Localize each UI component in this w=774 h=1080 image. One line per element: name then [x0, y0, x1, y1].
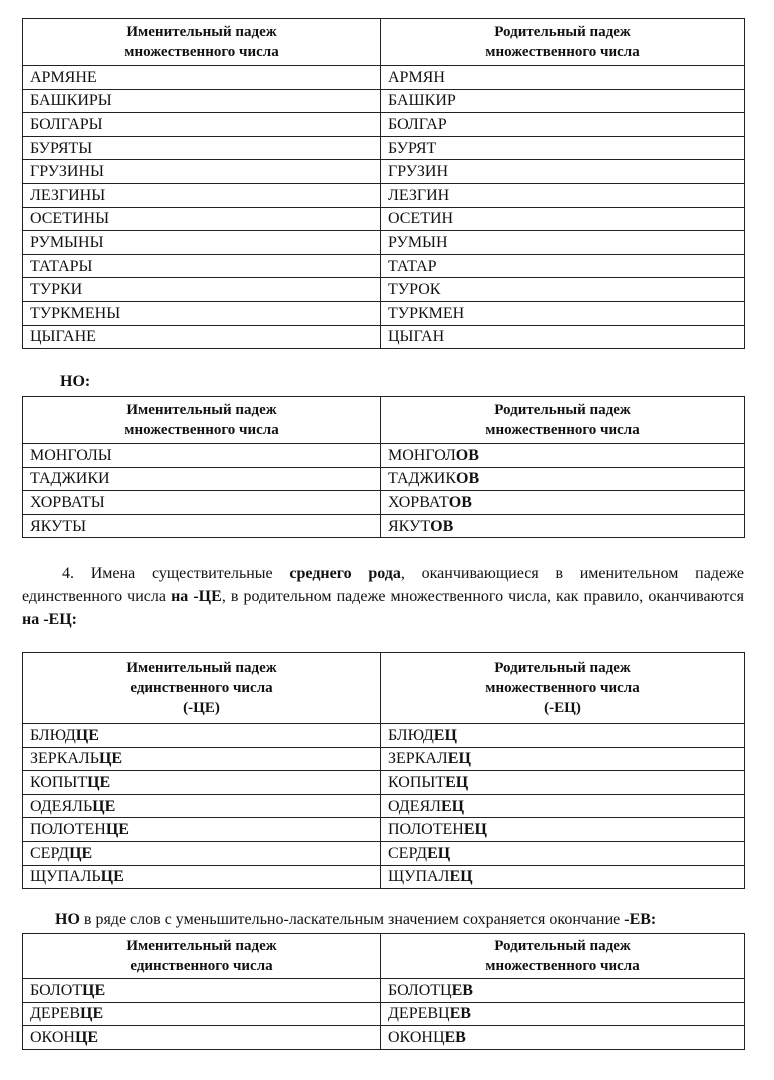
word-ending: ОВ [456, 470, 480, 488]
word-stem: СЕРД [388, 844, 428, 862]
nominative-cell: РУМЫНЫ [23, 231, 381, 255]
word-ending: ОВ [430, 517, 454, 535]
genitive-cell [381, 467, 745, 491]
word-ending: ЕЦ [440, 797, 465, 815]
word-ending: ЕВ [449, 1005, 471, 1023]
table-row [23, 325, 745, 349]
genitive-cell: ТУРОК [381, 278, 745, 302]
genitive-cell [381, 794, 745, 818]
paragraph-text: , в родительном падеже множественного числа, как правило, оканчиваются [221, 588, 745, 605]
header-line: множественного числа [485, 680, 640, 696]
nominative-cell: БОЛГАРЫ [23, 113, 381, 137]
table-row [23, 771, 745, 795]
nominative-cell [23, 771, 381, 795]
header-line: Родительный падеж [494, 24, 631, 40]
word-stem: ПОЛОТЕН [388, 821, 464, 839]
genitive-cell: ГРУЗИН [381, 160, 745, 184]
genitive-cell: ТУРКМЕН [381, 301, 745, 325]
genitive-cell: ОСЕТИН [381, 207, 745, 231]
table-row [23, 444, 745, 468]
nominative-cell [23, 794, 381, 818]
nominative-cell: БАШКИРЫ [23, 89, 381, 113]
plural-nationalities-table [22, 18, 745, 349]
nominative-cell: ТАТАРЫ [23, 254, 381, 278]
word-ending: ОВ [455, 446, 479, 464]
genitive-cell [381, 444, 745, 468]
nominative-cell [23, 1026, 381, 1050]
genitive-cell [381, 865, 745, 889]
word-ending: ЕЦ [463, 821, 487, 839]
note-bold-ending: -ЕВ: [624, 911, 657, 928]
header-line: единственного числа [130, 958, 273, 974]
table-row [23, 841, 745, 865]
word-stem: ЗЕРКАЛЬ [30, 750, 99, 768]
word-stem: БОЛОТ [30, 981, 83, 999]
word-stem: ЯКУТ [388, 517, 431, 535]
genitive-cell [381, 771, 745, 795]
header-line: Именительный падеж [126, 24, 277, 40]
word-ending: ЦЕ [87, 773, 111, 791]
table-row [23, 724, 745, 748]
nominative-cell: ЦЫГАНЕ [23, 325, 381, 349]
header-line: множественного числа [485, 422, 640, 438]
table-row [23, 491, 745, 515]
table-row [23, 818, 745, 842]
header-line: Именительный падеж [126, 402, 277, 418]
word-stem: ДЕРЕВ [30, 1005, 81, 1023]
word-stem: ЩУПАЛЬ [30, 868, 101, 886]
table-row [23, 231, 745, 255]
header-line: Родительный падеж [494, 402, 631, 418]
word-ending: ЦЕ [98, 750, 123, 768]
table-row [23, 113, 745, 137]
nominative-cell: ГРУЗИНЫ [23, 160, 381, 184]
nominative-cell: ЯКУТЫ [23, 514, 381, 538]
table-row [23, 467, 745, 491]
word-stem: ТАДЖИК [388, 470, 457, 488]
header-line: (-ЦЕ) [183, 700, 220, 716]
nominative-cell: АРМЯНЕ [23, 66, 381, 90]
genitive-cell [381, 724, 745, 748]
word-stem: КОПЫТ [30, 773, 88, 791]
table-row [23, 865, 745, 889]
nominative-cell: ОСЕТИНЫ [23, 207, 381, 231]
table-header-row [23, 19, 745, 66]
diminutive-table [22, 933, 745, 1050]
nominative-cell: ТУРКМЕНЫ [23, 301, 381, 325]
genitive-cell [381, 514, 745, 538]
nominative-cell [23, 818, 381, 842]
word-stem: ДЕРЕВЦ [388, 1005, 450, 1023]
paragraph-text: , оканчивающиеся в именительном падеже единственного числа [22, 565, 745, 605]
exception-label: НО: [60, 373, 91, 390]
note-text: в ряде слов с уменьшительно-ласкательным значением сохраняется окончание [79, 911, 625, 928]
word-stem: ОКОН [30, 1028, 75, 1046]
header-line: множественного числа [485, 958, 640, 974]
header-line: Именительный падеж [126, 660, 277, 676]
table-row [23, 278, 745, 302]
word-ending: ЦЕ [80, 1005, 104, 1023]
header-line: единственного числа [130, 680, 273, 696]
genitive-cell: АРМЯН [381, 66, 745, 90]
table-row [23, 1002, 745, 1026]
header-line: множественного числа [485, 44, 640, 60]
paragraph-text: 4. Имена существительные [62, 565, 290, 582]
word-stem: КОПЫТ [388, 773, 446, 791]
word-ending: ЦЕ [100, 868, 124, 886]
genitive-cell: РУМЫН [381, 231, 745, 255]
word-ending: ЦЕ [82, 981, 106, 999]
genitive-cell: ЦЫГАН [381, 325, 745, 349]
word-stem: ЗЕРКАЛ [388, 750, 448, 768]
word-ending: ЦЕ [105, 821, 129, 839]
table-row [23, 66, 745, 90]
nominative-cell [23, 979, 381, 1003]
header-line: (-ЕЦ) [544, 700, 581, 716]
nominative-cell [23, 724, 381, 748]
word-stem: ОДЕЯЛЬ [30, 797, 93, 815]
genitive-cell: БАШКИР [381, 89, 745, 113]
nominative-cell [23, 841, 381, 865]
table-header-row [23, 397, 745, 444]
diminutive-note [22, 910, 744, 930]
genitive-cell [381, 1002, 745, 1026]
genitive-plural-header [381, 653, 745, 724]
word-stem: ОКОНЦ [388, 1028, 445, 1046]
nominative-cell: ХОРВАТЫ [23, 491, 381, 515]
header-line: Родительный падеж [494, 938, 631, 954]
table-row [23, 183, 745, 207]
paragraph-bold: среднего рода [289, 565, 401, 582]
genitive-cell [381, 491, 745, 515]
table-row [23, 254, 745, 278]
header-line: множественного числа [124, 44, 279, 60]
word-ending: ЕЦ [427, 844, 451, 862]
nominative-cell: ТУРКИ [23, 278, 381, 302]
nominative-cell [23, 747, 381, 771]
genitive-cell [381, 841, 745, 865]
table-row [23, 136, 745, 160]
paragraph-bold: на -ЦЕ [171, 588, 222, 605]
nominative-cell: МОНГОЛЫ [23, 444, 381, 468]
genitive-plural-header [381, 397, 745, 444]
table-header-row [23, 653, 745, 724]
nominative-singular-header [23, 934, 381, 979]
genitive-cell: БУРЯТ [381, 136, 745, 160]
word-stem: БОЛОТЦ [388, 981, 452, 999]
word-stem: ЩУПАЛ [388, 868, 450, 886]
table-row [23, 514, 745, 538]
paragraph-bold: на -ЕЦ: [22, 611, 77, 628]
word-stem: МОНГОЛ [388, 446, 456, 464]
genitive-cell [381, 979, 745, 1003]
genitive-cell [381, 747, 745, 771]
neuter-ce-table [22, 652, 745, 889]
word-stem: БЛЮД [388, 726, 434, 744]
table-row [23, 89, 745, 113]
genitive-cell: БОЛГАР [381, 113, 745, 137]
rule-paragraph [22, 562, 744, 631]
table-row [23, 160, 745, 184]
word-stem: СЕРД [30, 844, 70, 862]
word-ending: ЕЦ [449, 868, 473, 886]
genitive-plural-header [381, 934, 745, 979]
nominative-cell: ЛЕЗГИНЫ [23, 183, 381, 207]
word-stem: БЛЮД [30, 726, 76, 744]
table-row [23, 794, 745, 818]
word-ending: ЕЦ [447, 750, 471, 768]
word-ending: ОВ [448, 493, 472, 511]
word-ending: ЕВ [444, 1028, 466, 1046]
nominative-plural-header [23, 19, 381, 66]
nominative-cell: ТАДЖИКИ [23, 467, 381, 491]
nominative-singular-header [23, 653, 381, 724]
table-row [23, 747, 745, 771]
word-ending: ЦЕ [75, 726, 99, 744]
genitive-cell [381, 818, 745, 842]
nominative-cell [23, 1002, 381, 1026]
nominative-cell: БУРЯТЫ [23, 136, 381, 160]
word-stem: ХОРВАТ [388, 493, 449, 511]
word-ending: ЦЕ [92, 797, 116, 815]
word-ending: ЦЕ [69, 844, 93, 862]
word-ending: ЦЕ [74, 1028, 99, 1046]
table-header-row [23, 934, 745, 979]
table-row [23, 301, 745, 325]
word-stem: ОДЕЯЛ [388, 797, 441, 815]
note-bold: НО [55, 911, 80, 928]
header-line: Именительный падеж [126, 938, 277, 954]
nominative-cell [23, 865, 381, 889]
word-ending: ЕЦ [433, 726, 457, 744]
genitive-cell: ЛЕЗГИН [381, 183, 745, 207]
word-ending: ЕЦ [445, 773, 469, 791]
exceptions-table [22, 396, 745, 538]
nominative-plural-header [23, 397, 381, 444]
word-stem: ПОЛОТЕН [30, 821, 106, 839]
table-row [23, 979, 745, 1003]
genitive-cell [381, 1026, 745, 1050]
genitive-plural-header [381, 19, 745, 66]
table-row [23, 207, 745, 231]
word-ending: ЕВ [451, 981, 473, 999]
header-line: множественного числа [124, 422, 279, 438]
header-line: Родительный падеж [494, 660, 631, 676]
genitive-cell: ТАТАР [381, 254, 745, 278]
table-row [23, 1026, 745, 1050]
